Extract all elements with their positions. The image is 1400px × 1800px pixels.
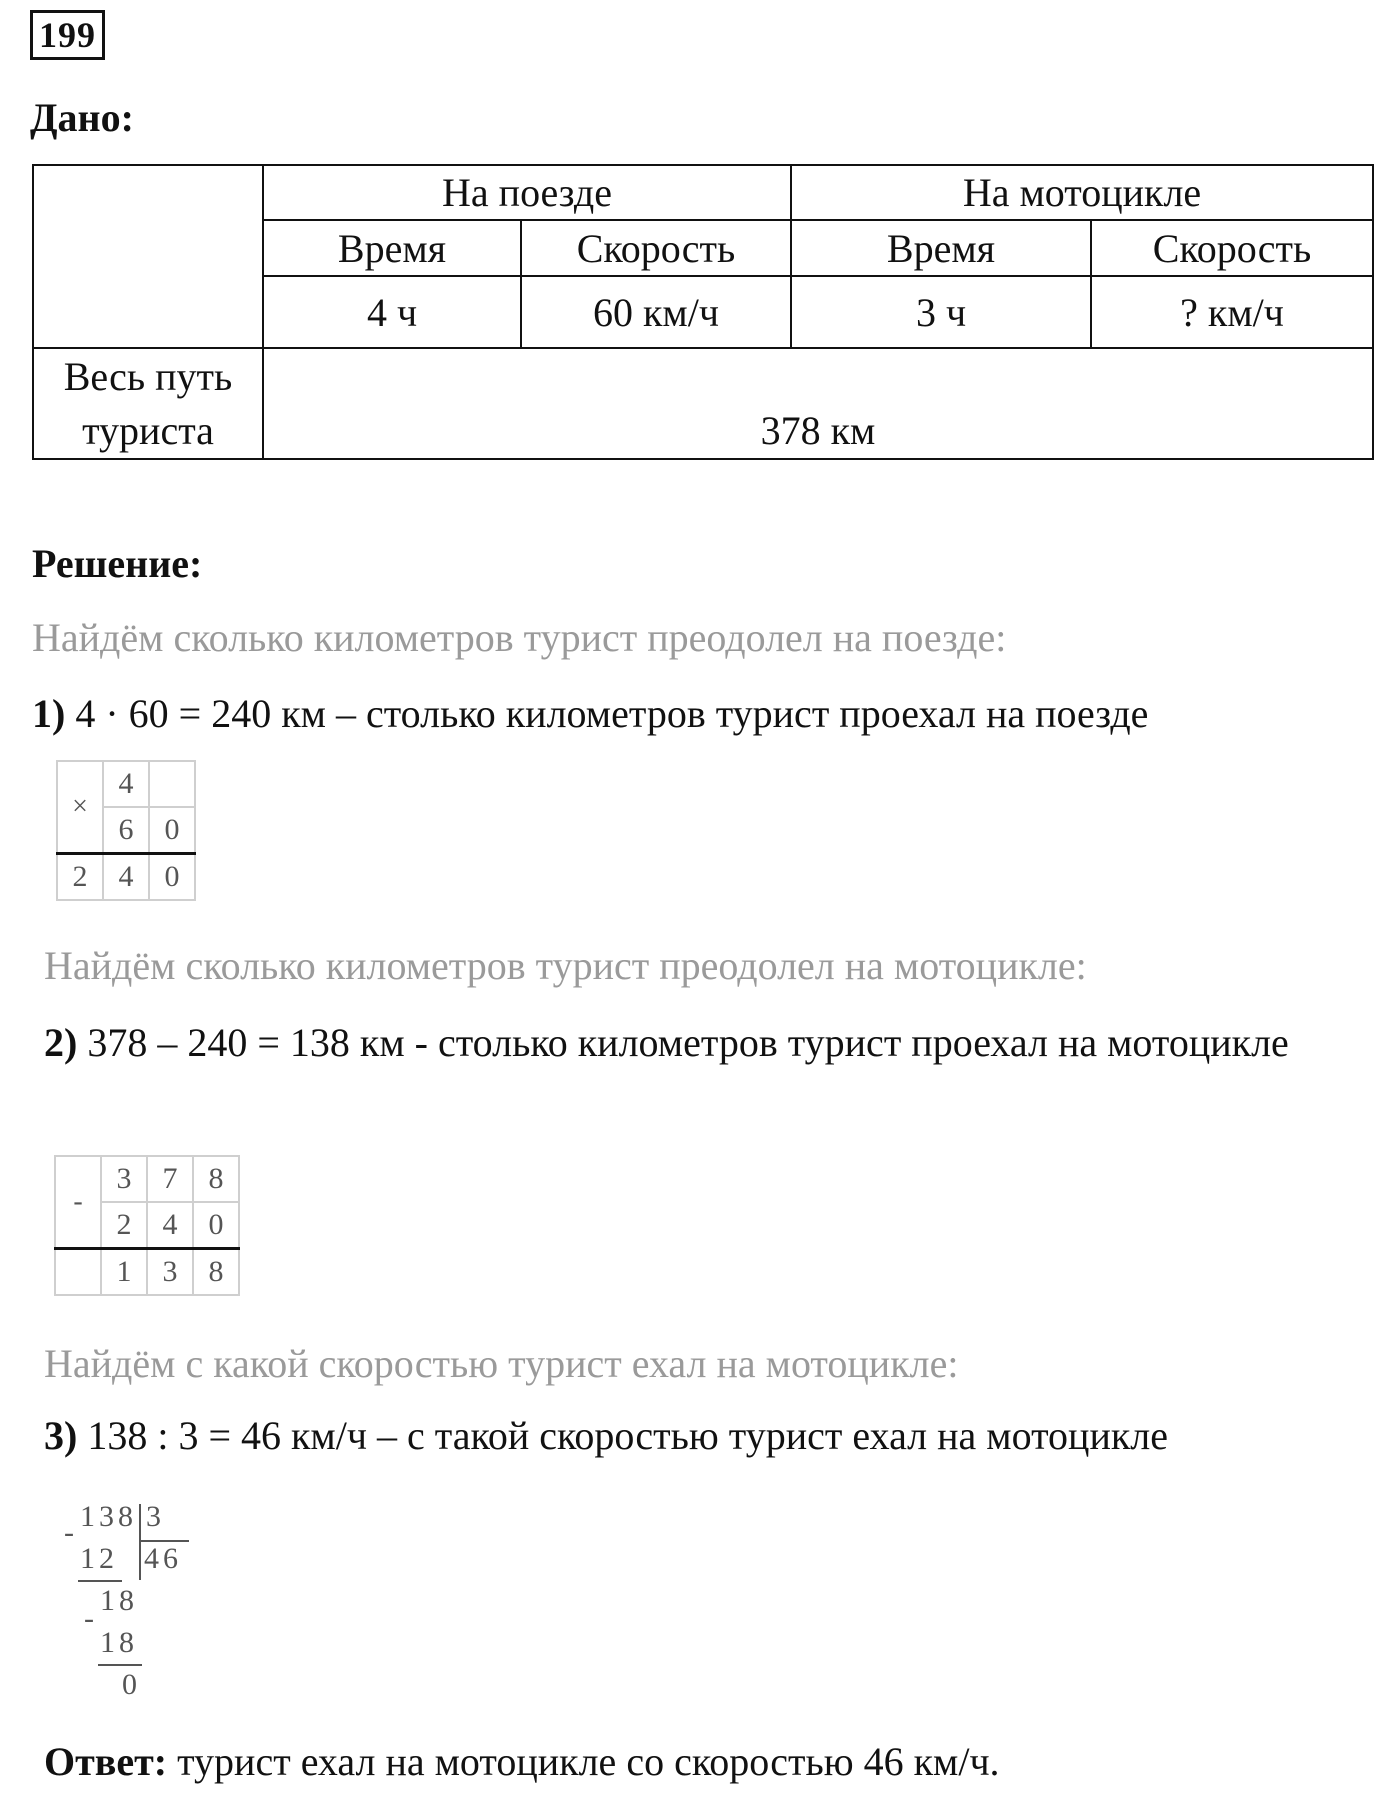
step-2-number: 2)	[44, 1020, 78, 1065]
train-speed-value: 60 км/ч	[521, 276, 791, 348]
path-label-line1: Весь путь	[63, 353, 233, 399]
mult-cell	[149, 761, 195, 807]
solution-heading: Решение:	[32, 541, 203, 586]
division-rem-1: 18	[100, 1584, 138, 1617]
sub-cell: 3	[147, 1249, 193, 1296]
hint-moto: Найдём сколько километров турист преодолел на мотоцикле:	[44, 943, 1087, 988]
step-3-number: 3)	[44, 1413, 78, 1458]
path-label	[33, 348, 263, 459]
multiplication-column	[56, 760, 196, 901]
path-label-line2: туриста	[82, 407, 214, 453]
step-1-text: 4 · 60 = 240 км – столько километров турист проехал на поезде	[65, 691, 1149, 736]
train-speed-label: Скорость	[521, 220, 791, 276]
sub-cell: 0	[193, 1202, 239, 1249]
division-vertical-bar	[139, 1504, 141, 1580]
sub-cell: 8	[193, 1249, 239, 1296]
mult-cell: 4	[103, 854, 149, 901]
hint-train: Найдём сколько километров турист преодолел на поезде:	[32, 615, 1007, 660]
given-heading: Дано:	[30, 95, 134, 140]
sub-cell: 4	[147, 1202, 193, 1249]
empty-corner-cell	[33, 165, 263, 348]
mult-cell: 4	[103, 761, 149, 807]
moto-speed-label: Скорость	[1091, 220, 1373, 276]
division-rule-2	[98, 1664, 142, 1666]
moto-header: На мотоцикле	[791, 165, 1373, 220]
division-quotient: 46	[144, 1542, 182, 1575]
division-rule-1	[78, 1580, 122, 1582]
moto-time-label: Время	[791, 220, 1091, 276]
sub-cell: 7	[147, 1156, 193, 1202]
moto-speed-value: ? км/ч	[1091, 276, 1373, 348]
long-division	[60, 1500, 220, 1710]
sub-cell: 1	[101, 1249, 147, 1296]
sub-cell	[55, 1249, 101, 1296]
division-dividend: 138	[80, 1500, 137, 1533]
subtraction-column	[54, 1155, 240, 1296]
mult-cell: 0	[149, 854, 195, 901]
division-divisor: 3	[146, 1500, 165, 1533]
division-minus-2: -	[84, 1602, 98, 1635]
division-sub-2: 18	[100, 1626, 138, 1659]
mult-operator: ×	[57, 761, 103, 854]
division-sub-1: 12	[80, 1542, 118, 1575]
step-2-text: 378 – 240 = 138 км - столько километров турист проехал на мотоцикле	[77, 1020, 1289, 1065]
sub-cell: 2	[101, 1202, 147, 1249]
answer	[44, 1738, 1000, 1785]
step-1-number: 1)	[32, 691, 66, 736]
step-3-text: 138 : 3 = 46 км/ч – с такой скоростью турист ехал на мотоцикле	[77, 1413, 1168, 1458]
hint-speed: Найдём с какой скоростью турист ехал на мотоцикле:	[44, 1341, 959, 1386]
answer-text: турист ехал на мотоцикле со скоростью 46 км/ч.	[167, 1739, 1000, 1784]
step-2	[44, 1015, 1388, 1071]
step-1	[32, 690, 1148, 737]
problem-number: 199	[30, 10, 105, 60]
path-value: 378 км	[263, 348, 1373, 459]
sub-cell: 3	[101, 1156, 147, 1202]
mult-cell: 2	[57, 854, 103, 901]
train-time-label: Время	[263, 220, 521, 276]
given-table	[32, 164, 1374, 460]
division-rem-2: 0	[122, 1668, 141, 1701]
answer-label: Ответ:	[44, 1739, 168, 1784]
train-header: На поезде	[263, 165, 791, 220]
mult-cell: 0	[149, 807, 195, 854]
division-minus-1: -	[64, 1516, 78, 1549]
mult-cell: 6	[103, 807, 149, 854]
moto-time-value: 3 ч	[791, 276, 1091, 348]
sub-cell: 8	[193, 1156, 239, 1202]
sub-operator: -	[55, 1156, 101, 1249]
step-3	[44, 1412, 1168, 1459]
train-time-value: 4 ч	[263, 276, 521, 348]
